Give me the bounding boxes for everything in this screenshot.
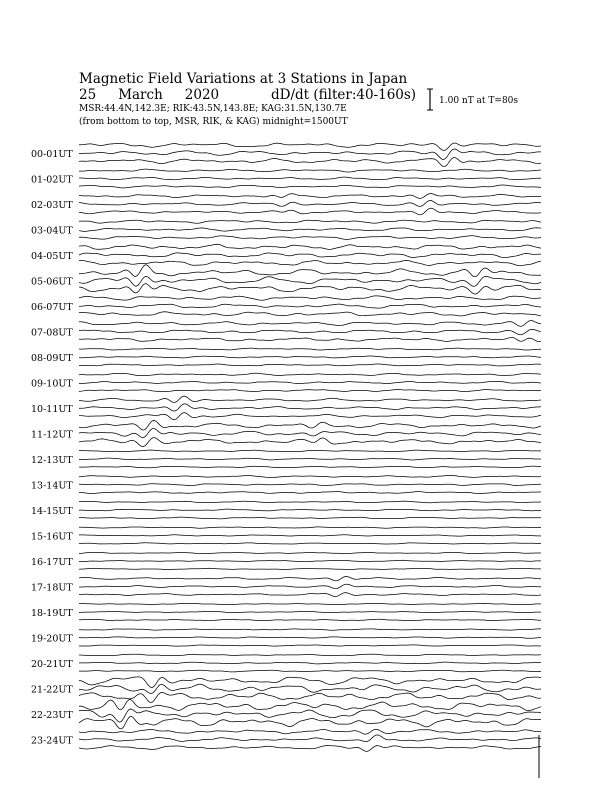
trace-rik xyxy=(79,200,541,206)
trace-msr xyxy=(79,568,541,569)
hour-label: 23-24UT xyxy=(31,735,73,747)
trace-rik xyxy=(79,509,541,511)
trace-msr xyxy=(79,158,541,167)
trace-rik xyxy=(79,662,541,664)
hour-label: 06-07UT xyxy=(31,302,73,313)
trace-msr xyxy=(79,260,541,265)
trace-msr xyxy=(79,517,541,519)
trace-msr xyxy=(79,390,541,392)
trace-rik xyxy=(79,535,541,536)
component-label: dD/dt (filter:40-160s) xyxy=(271,87,417,103)
trace-msr xyxy=(79,312,541,316)
hour-label: 08-09UT xyxy=(31,353,73,364)
hour-label: 07-08UT xyxy=(31,327,73,339)
trace-kag xyxy=(79,629,541,630)
trace-kag xyxy=(79,194,541,199)
trace-rik xyxy=(79,484,541,486)
trace-msr xyxy=(79,364,541,366)
trace-kag xyxy=(79,244,541,249)
hour-label: 01-02UT xyxy=(31,174,73,186)
trace-kag xyxy=(79,527,541,528)
trace-msr xyxy=(79,208,541,215)
trace-rik xyxy=(79,458,541,460)
trace-rik xyxy=(79,709,541,722)
trace-kag xyxy=(79,296,541,300)
hour-label: 04-05UT xyxy=(31,251,73,262)
trace-kag xyxy=(79,169,541,172)
trace-kag xyxy=(79,654,541,655)
hour-label: 17-18UT xyxy=(31,582,73,594)
trace-kag xyxy=(79,420,541,430)
hour-label: 13-14UT xyxy=(31,480,73,492)
trace-msr xyxy=(79,185,541,188)
trace-msr xyxy=(79,438,541,447)
trace-rik xyxy=(79,560,541,561)
hour-label: 21-22UT xyxy=(31,684,73,696)
trace-kag xyxy=(79,475,541,477)
trace-group xyxy=(79,143,541,751)
trace-msr xyxy=(79,619,541,620)
trace-kag xyxy=(79,265,541,277)
trace-rik xyxy=(79,149,541,160)
trace-kag xyxy=(79,552,541,553)
trace-kag xyxy=(79,321,541,327)
trace-kag xyxy=(79,348,541,350)
hour-label: 11-12UT xyxy=(31,429,73,441)
trace-msr xyxy=(79,236,541,240)
hour-label: 20-21UT xyxy=(31,659,73,670)
hour-label: 14-15UT xyxy=(31,506,73,517)
trace-kag xyxy=(79,450,541,452)
trace-rik xyxy=(79,637,541,638)
hour-label: 00-01UT xyxy=(31,149,73,160)
hour-label-group xyxy=(31,149,73,747)
trace-rik xyxy=(79,735,541,742)
trace-rik xyxy=(79,177,541,180)
hour-label: 10-11UT xyxy=(31,404,73,415)
hour-label: 15-16UT xyxy=(31,531,73,543)
station-coordinates: MSR:44.4N,142.3E; RIK:43.5N,143.8E; KAG:31.5N,130.7E xyxy=(79,104,347,114)
trace-kag xyxy=(79,729,541,734)
trace-msr xyxy=(79,466,541,468)
hour-label: 02-03UT xyxy=(31,200,73,211)
hour-label: 12-13UT xyxy=(31,455,73,466)
trace-rik xyxy=(79,584,541,588)
trace-rik xyxy=(79,329,541,334)
trace-kag xyxy=(79,576,541,580)
date-year: 2020 xyxy=(184,87,220,103)
station-order-note: (from bottom to top, MSR, RIK, & KAG) midnight=1500UT xyxy=(79,117,348,127)
trace-kag xyxy=(79,603,541,604)
trace-msr xyxy=(79,692,541,702)
hour-label: 22-23UT xyxy=(31,710,73,721)
trace-rik xyxy=(79,611,541,612)
trace-rik xyxy=(79,381,541,383)
trace-msr xyxy=(79,413,541,420)
hour-label: 18-19UT xyxy=(31,608,73,619)
trace-kag xyxy=(79,143,541,150)
date-day: 25 xyxy=(79,87,97,103)
trace-rik xyxy=(79,304,541,308)
trace-msr xyxy=(79,337,541,341)
trace-msr xyxy=(79,746,541,752)
trace-msr xyxy=(79,645,541,646)
trace-kag xyxy=(79,396,541,402)
trace-msr xyxy=(79,492,541,494)
trace-msr xyxy=(79,670,541,672)
trace-kag xyxy=(79,501,541,503)
hour-label: 19-20UT xyxy=(31,633,73,645)
trace-rik xyxy=(79,428,541,437)
trace-msr xyxy=(79,543,541,544)
trace-kag xyxy=(79,220,541,223)
trace-rik xyxy=(79,228,541,232)
trace-kag xyxy=(79,373,541,375)
trace-msr xyxy=(79,593,541,597)
scale-label: 1.00 nT at T=80s xyxy=(439,96,519,106)
trace-msr xyxy=(79,716,541,728)
hour-label: 03-04UT xyxy=(31,225,73,237)
trace-rik xyxy=(79,253,541,258)
trace-rik xyxy=(79,404,541,411)
chart-title: Magnetic Field Variations at 3 Stations in Japan xyxy=(79,71,408,87)
date-month: March xyxy=(118,87,163,103)
trace-rik xyxy=(79,356,541,358)
hour-label: 16-17UT xyxy=(31,557,73,568)
hour-label: 09-10UT xyxy=(31,378,73,390)
hour-label: 05-06UT xyxy=(31,276,73,288)
